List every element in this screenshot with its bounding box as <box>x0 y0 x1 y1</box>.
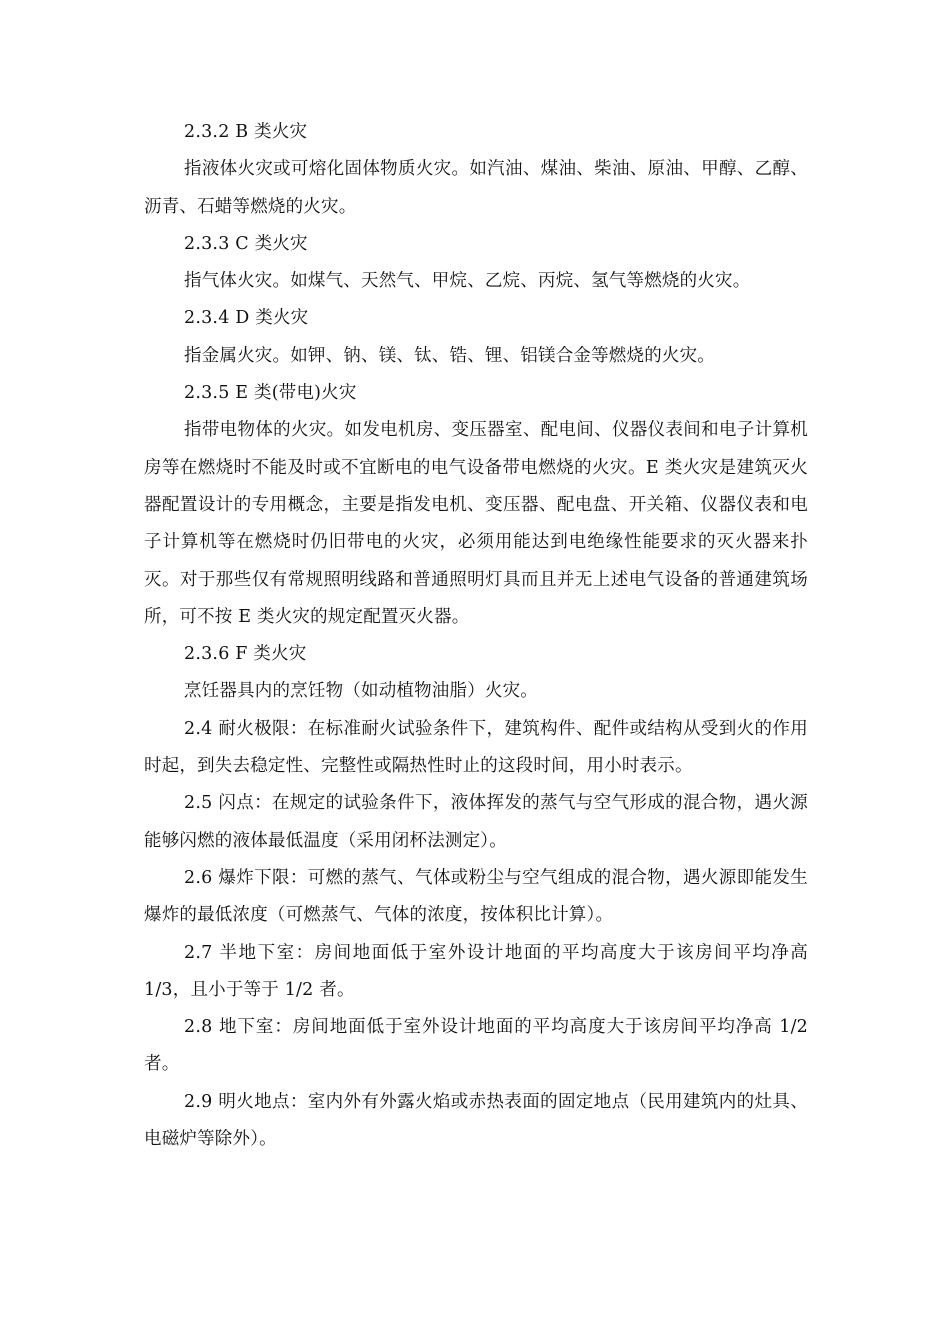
paragraph-open-flame-location: 2.9 明火地点：室内外有外露火焰或赤热表面的固定地点（民用建筑内的灶具、电磁炉等除外）。 <box>144 1091 808 1150</box>
paragraph-class-f-fire: 烹饪器具内的烹饪物（如动植物油脂）火灾。 <box>184 681 538 702</box>
paragraph-basement: 2.8 地下室：房间地面低于室外设计地面的平均高度大于该房间平均净高 1/2 者。 <box>144 1017 808 1075</box>
paragraph-class-b-fire: 指液体火灾或可熔化固体物质火灾。如汽油、煤油、柴油、原油、甲醇、乙醇、沥青、石蜡等燃烧的火灾。 <box>144 159 808 217</box>
paragraph-semi-basement: 2.7 半地下室：房间地面低于室外设计地面的平均高度大于该房间平均净高 1/3，且小于等于 1/2 者。 <box>144 942 808 1000</box>
section-heading-2-3-5: 2.3.5 E 类(带电)火灾 <box>184 383 357 404</box>
paragraph-flash-point: 2.5 闪点：在规定的试验条件下，液体挥发的蒸气与空气形成的混合物，遇火源能够闪燃的液体最低温度（采用闭杯法测定）。 <box>144 793 808 851</box>
section-heading-2-3-2: 2.3.2 B 类火灾 <box>184 122 308 142</box>
section-heading-2-3-4: 2.3.4 D 类火灾 <box>184 308 309 329</box>
document-body <box>144 114 808 1158</box>
paragraph-fire-resistance-limit: 2.4 耐火极限：在标准耐火试验条件下，建筑构件、配件或结构从受到火的作用时起，到失去稳定性、完整性或隔热性时止的这段时间，用小时表示。 <box>144 718 808 777</box>
paragraph-lower-explosive-limit: 2.6 爆炸下限：可燃的蒸气、气体或粉尘与空气组成的混合物，遇火源即能发生爆炸的最低浓度（可燃蒸气、气体的浓度，按体积比计算）。 <box>144 867 808 926</box>
section-heading-2-3-3: 2.3.3 C 类火灾 <box>184 233 308 254</box>
paragraph-class-d-fire: 指金属火灾。如钾、钠、镁、钛、锆、锂、铝镁合金等燃烧的火灾。 <box>184 345 715 366</box>
paragraph-class-e-fire: 指带电物体的火灾。如发电机房、变压器室、配电间、仪器仪表间和电子计算机房等在燃烧时不能及时或不宜断电的电气设备带电燃烧的火灾。E 类火灾是建筑灭火器配置设计的专用概念，主要是指发电机、变压器、配电盘、开关箱、仪器仪表和电子计算机等在燃烧时仍旧带电的火灾，必须用能达到电绝缘性能要求的灭火器来扑灭。对于那些仅有常规照明线路和普通照明灯具而且并无上述电气设备的普通建筑场所，可不按 E 类火灾的规定配置灭火器。 <box>144 420 808 627</box>
section-heading-2-3-6: 2.3.6 F 类火灾 <box>184 644 307 665</box>
paragraph-class-c-fire: 指气体火灾。如煤气、天然气、甲烷、乙烷、丙烷、氢气等燃烧的火灾。 <box>184 271 751 292</box>
